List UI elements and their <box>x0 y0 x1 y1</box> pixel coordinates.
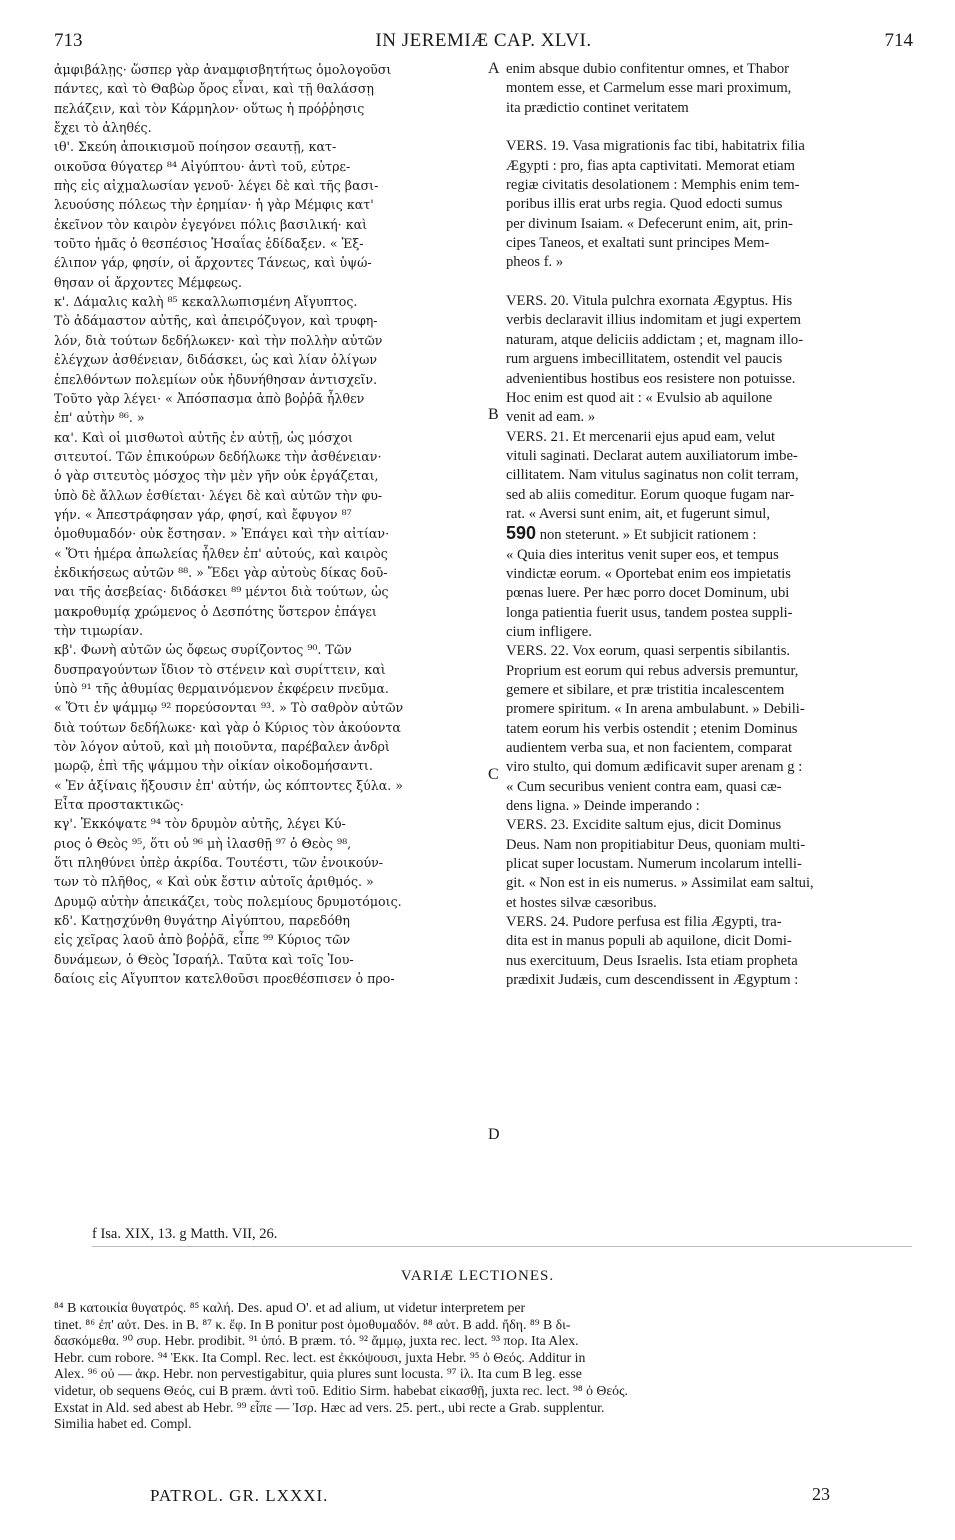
latin-line: dens ligna. » Deinde imperando : <box>506 798 700 815</box>
left-page-number: 713 <box>54 30 83 51</box>
latin-line <box>506 118 924 137</box>
greek-line: μακροθυμίᾳ χρώμενος ὁ Δεσπότης ὕστερον ἐπάγει <box>54 603 377 619</box>
greek-line: ὅτι πληθύνει ὑπὲρ ἀκρίδα. Τουτέστι, τῶν ἐνοικούν- <box>54 855 384 871</box>
latin-line: enim absque dubio confitentur omnes, et Thabor <box>506 61 790 77</box>
latin-line: viro stulto, qui domum ædificavit super arenam g : <box>506 759 803 776</box>
variant-line: videtur, ob sequens Θεός, cui B præm. ἀντὶ τοῦ. Editio Sirm. habebat εἰκασθῇ, juxta rec. lect. ⁹⁸ ὁ Θεός. <box>54 1382 628 1398</box>
latin-line: rum arguens imbecillitatem, ostendit vel paucis <box>506 351 783 368</box>
variae-lectiones <box>54 1300 916 1433</box>
variant-line: Alex. ⁹⁶ οὐ — ἀκρ. Hebr. non pervestigabitur, quia plures sunt locusta. ⁹⁷ ἱλ. Ita cum B leg. esse <box>54 1366 582 1382</box>
greek-line: Δρυμῷ αὐτὴν ἀπεικάζει, τοὺς πολεμίους δρυμοτόμοις. <box>54 893 402 909</box>
greek-line: « Ὅτι ἐν ψάμμῳ ⁹² πορεύσονται ⁹³. » Τὸ σαθρὸν αὐτῶν <box>54 700 404 716</box>
variae-lectiones-title: VARIÆ LECTIONES. <box>400 1268 555 1284</box>
greek-line: ἐπ' αὐτὴν ⁸⁶. » <box>54 410 145 426</box>
latin-line: per divinum Isaiam. « Defecerunt enim, ait, prin- <box>506 215 793 232</box>
footnotes: f Isa. XIX, 13. g Matth. VII, 26. <box>92 1226 278 1242</box>
right-page-number: 714 <box>884 30 913 51</box>
running-title: IN JEREMIÆ CAP. XLVI. <box>375 30 592 51</box>
latin-line <box>506 524 924 545</box>
greek-line: ιθ'. Σκεύη ἀποικισμοῦ ποίησον σεαυτῇ, κατ- <box>54 139 337 155</box>
latin-line: venit ad eam. » <box>506 409 596 426</box>
greek-line: μωρῷ, ἐπὶ τῆς ψάμμου τὴν οἰκίαν οἰκοδομήσαντι. <box>54 758 373 774</box>
latin-line: VERS. 19. Vasa migrationis fac tibi, habitatrix filia <box>506 138 805 155</box>
greek-line: κβ'. Φωνὴ αὐτῶν ὡς ὄφεως συρίζοντος ⁹⁰. Τῶν <box>54 642 352 658</box>
latin-line: Ægypti : pro, fias apta captivitati. Memorat etiam <box>506 157 795 174</box>
greek-line: « Ὅτι ἡμέρα ἀπωλείας ἦλθεν ἐπ' αὐτούς, καὶ καιρὸς <box>54 545 388 561</box>
greek-line: διὰ τούτων δεδήλωκε· καὶ γὰρ ὁ Κύριος τὸν ἀκούοντα <box>54 719 401 735</box>
latin-line: prædixit Judæis, cum descendissent in Ægyptum : <box>506 972 799 989</box>
latin-line: Deus. Nam non propitiabitur Deus, quoniam multi- <box>506 836 806 853</box>
greek-line: ἐλέγχων ἀσθένειαν, διδάσκει, ὡς καὶ λίαν ὀλίγων <box>54 352 378 368</box>
line-text: non steterunt. » Et subjicit rationem : <box>536 527 757 544</box>
latin-line: cium infligere. <box>506 623 592 640</box>
greek-line: λόν, διὰ τούτων δεδήλωκεν· καὶ τὴν πολλὴν αὐτῶν <box>54 332 383 348</box>
page-marker: 590 <box>506 523 537 544</box>
greek-line: κγ'. Ἐκκόψατε ⁹⁴ τὸν δρυμὸν αὐτῆς, λέγει Κύ- <box>54 816 346 832</box>
latin-line: poribus illis erat urbs regia. Quod edocti sumus <box>506 196 783 213</box>
variant-line: ⁸⁴ B κατοικία θυγατρός. ⁸⁵ καλή. Des. apud O'. et ad alium, ut videtur interpretem per <box>54 1300 526 1315</box>
latin-line: ita prædictio continet veritatem <box>506 99 689 116</box>
latin-line: montem esse, et Carmelum esse mari proximum, <box>506 80 792 97</box>
latin-line: VERS. 22. Vox eorum, quasi serpentis sibilantis. <box>506 643 791 660</box>
latin-line: Hoc enim est quod ait : « Evulsio ab aquilone <box>506 389 773 406</box>
greek-line: λευούσης πόλεως τὴν ἐρημίαν· ἡ γὰρ Μέμφις κατ' <box>54 197 374 213</box>
greek-line: κ'. Δάμαλις καλὴ ⁸⁵ κεκαλλωπισμένη Αἴγυπτος. <box>54 294 358 310</box>
margin-letter-a: A <box>488 60 500 77</box>
signature-number: 23 <box>812 1484 830 1504</box>
greek-line: σιτευτοί. Τῶν ἐπικούρων δεδήλωκε τὴν ἀσθένειαν· <box>54 448 382 464</box>
greek-line: κδ'. Κατῃσχύνθη θυγάτηρ Αἰγύπτου, παρεδόθη <box>54 913 350 929</box>
margin-letter-d: D <box>488 1126 500 1143</box>
latin-line: « Cum securibus venient contra eam, quasi cæ- <box>506 778 782 795</box>
latin-line: plicat super locustam. Numerum incolarum intelli- <box>506 856 802 873</box>
greek-line: ναι τῆς ἀσεβείας· διδάσκει ⁸⁹ μέντοι διὰ τούτων, ὡς <box>54 584 389 600</box>
latin-line <box>506 273 924 292</box>
latin-line: regiæ civitatis desolationem : Memphis enim tem- <box>506 177 800 194</box>
latin-line: et hostes silvæ cæsoribus. <box>506 894 657 911</box>
latin-line: tatem eorum his verbis ostendit ; etenim Dominus <box>506 720 798 737</box>
greek-line: ἔχει τὸ ἀληθές. <box>54 120 152 136</box>
latin-line: « Quia dies interitus venit super eos, et tempus <box>506 546 779 563</box>
greek-line: ὁμοθυμαδόν· οὐκ ἔστησαν. » Ἐπάγει καὶ τὴν αἰτίαν· <box>54 526 390 542</box>
greek-column <box>54 60 486 989</box>
latin-line: pheos f. » <box>506 254 564 271</box>
greek-line: δαίοις εἰς Αἴγυπτον κατελθοῦσι προεθέσπισεν ὁ προ- <box>54 971 395 987</box>
variant-line: δασκόμεθα. ⁹⁰ συρ. Hebr. prodibit. ⁹¹ ὑπό. B præm. τό. ⁹² ἄμμῳ, juxta rec. lect. ⁹³ πορ. Ita Alex. <box>54 1333 579 1349</box>
margin-letter-c: C <box>488 766 499 783</box>
greek-line: ἀμφιβάλῃς· ὥσπερ γὰρ ἀναμφισβητήτως ὁμολογοῦσι <box>54 62 392 77</box>
greek-line: οικοῦσα θύγατερ ⁸⁴ Αἰγύπτου· ἀντὶ τοῦ, εὐτρε- <box>54 158 351 174</box>
greek-line: Τὸ ἀδάμαστον αὐτῆς, καὶ ἀπειρόζυγον, καὶ τρυφη- <box>54 313 378 329</box>
greek-line: Εἶτα προστακτικῶς· <box>54 797 184 813</box>
latin-line: VERS. 23. Excidite saltum ejus, dicit Dominus <box>506 817 782 834</box>
latin-line: dita est in manus populi ab aquilone, dicit Domi- <box>506 933 792 950</box>
greek-line: ὑπὸ ⁹¹ τῆς ἀθυμίας θερμαινόμενον ἐκφέρειν πνεῦμα. <box>54 681 389 696</box>
greek-line: πελάζειν, καὶ τὸν Κάρμηλον· οὕτως ἡ πρόῤῥησις <box>54 100 365 116</box>
footnote-divider <box>92 1246 912 1247</box>
greek-line: δυσπραγούντων ἴδιον τὸ στένειν καὶ συρίττειν, καὶ <box>54 661 386 677</box>
latin-line: naturam, atque deliciis addictam ; et, magnam illo- <box>506 331 804 348</box>
margin-letter-b: B <box>488 406 499 423</box>
greek-line: πάντες, καὶ τὸ Θαβὼρ ὄρος εἶναι, καὶ τῇ θαλάσσῃ <box>54 81 374 97</box>
latin-line: cillitatem. Nam vitulus saginatus non colit terram, <box>506 467 799 484</box>
greek-line: Τοῦτο γὰρ λέγει· « Ἀπόσπασμα ἀπὸ βοῤῥᾶ ἦλθεν <box>54 390 365 406</box>
greek-line: των τὸ πλῆθος, « Καὶ οὐκ ἔστιν αὐτοῖς ἀριθμός. » <box>54 874 374 890</box>
greek-line: δυνάμεων, ὁ Θεὸς Ἰσραήλ. Ταῦτα καὶ τοῖς Ἰου- <box>54 951 354 967</box>
latin-line: gemere et sibilare, et præ tristitia incalescentem <box>506 682 785 698</box>
greek-line: ἐκεῖνον τὸν καιρὸν ἐγεγόνει πόλις βασιλική· καὶ <box>54 216 368 232</box>
latin-line: verbis declaravit illius indomitam et jugi expertem <box>506 312 802 329</box>
greek-line: πὴς εἰς αἰχμαλωσίαν γενοῦ· λέγει δὲ καὶ τῆς βασι- <box>54 178 379 194</box>
variant-line: Exstat in Ald. sed abest ab Hebr. ⁹⁹ εἶπε — Ἰσρ. Hæc ad vers. 25. pert., ubi recte a Grab. supplentur. <box>54 1399 605 1415</box>
latin-line: vituli saginati. Declarat autem auxiliatorum imbe- <box>506 447 798 464</box>
greek-line: « Ἐν ἀξίναις ἥξουσιν ἐπ' αὐτήν, ὡς κόπτοντες ξύλα. » <box>54 777 403 793</box>
signature-line: PATROL. GR. LXXXI. <box>150 1486 329 1505</box>
greek-line: κα'. Καὶ οἱ μισθωτοὶ αὐτῆς ἐν αὐτῇ, ὡς μόσχοι <box>54 429 353 445</box>
greek-line: ὑπὸ δὲ ἄλλων ἐσθίεται· λέγει δὲ καὶ αὐτῶν τὴν φυ- <box>54 487 383 503</box>
greek-line: ἐπελθόντων πολεμίων οὐκ ἠδυνήθησαν ἀντισχεῖν. <box>54 371 378 387</box>
latin-line: rat. « Aversi sunt enim, ait, et fugerunt simul, <box>506 505 770 522</box>
latin-line: advenientibus hostibus eos resistere non potuisse. <box>506 370 796 387</box>
variant-line: tinet. ⁸⁶ ἐπ' αὐτ. Des. in B. ⁸⁷ κ. ἔφ. In B ponitur post ὁμοθυμαδόν. ⁸⁸ αὐτ. B add. ἤδη. ⁸⁹ B δι- <box>54 1316 571 1332</box>
greek-line: γήν. « Ἀπεστράφησαν γάρ, φησί, καὶ ἔφυγον ⁸⁷ <box>54 506 352 522</box>
greek-line: θησαν οἱ ἄρχοντες Μέμφεως. <box>54 274 243 290</box>
latin-line: vindictæ eorum. « Oportebat enim eos impietatis <box>506 565 791 582</box>
greek-line: εἰς χεῖρας λαοῦ ἀπὸ βοῤῥᾶ, εἶπε ⁹⁹ Κύριος τῶν <box>54 932 351 948</box>
latin-line: nus exercituum, Deus Israelis. Ista etiam propheta <box>506 952 798 969</box>
latin-column <box>506 60 924 991</box>
running-header <box>54 30 913 56</box>
latin-line: sed ab aliis comeditur. Eorum quoque fugam nar- <box>506 486 795 503</box>
latin-line: VERS. 20. Vitula pulchra exornata Ægyptus. His <box>506 293 793 310</box>
greek-line: έλιπον γάρ, φησίν, οἱ ἄρχοντες Τάνεως, καὶ ὑψώ- <box>54 255 372 271</box>
latin-line: promere spiritum. « In arena ambulabunt. » Debili- <box>506 701 805 718</box>
greek-line: τοῦτο ἡμᾶς ὁ θεσπέσιος Ἡσαΐας ἐδίδαξεν. « Ἐξ- <box>54 236 364 252</box>
latin-line: pœnas luere. Per hæc porro docet Dominum, ubi <box>506 585 790 602</box>
greek-line: ἐκδικήσεως αὐτῶν ⁸⁸. » Ἔδει γὰρ αὐτοὺς δίκας δοῦ- <box>54 564 388 580</box>
latin-line: longa patientia fuerit usus, tandem postea suppli- <box>506 604 793 621</box>
greek-line: ὁ γὰρ σιτευτὸς μόσχος τὴν μὲν γῆν οὐκ ἐργάζεται, <box>54 468 379 484</box>
variant-line: Hebr. cum robore. ⁹⁴ Ἐκκ. Ita Compl. Rec. lect. est ἐκκόψουσι, juxta Hebr. ⁹⁵ ὁ Θεός. Additur in <box>54 1349 586 1365</box>
latin-line: audientem verba sua, et non facientem, comparat <box>506 740 793 757</box>
latin-line: git. « Non est in eis numerus. » Assimilat eam saltui, <box>506 875 814 892</box>
greek-line: τὴν τιμωρίαν. <box>54 622 144 638</box>
variant-line: Similia habet ed. Compl. <box>54 1416 192 1432</box>
latin-line: Proprium est eorum qui rebus adversis premuntur, <box>506 662 799 679</box>
latin-line: VERS. 24. Pudore perfusa est filia Ægypti, tra- <box>506 914 782 931</box>
greek-line: ριος ὁ Θεὸς ⁹⁵, ὅτι οὐ ⁹⁶ μὴ ἱλασθῇ ⁹⁷ ὁ Θεὸς ⁹⁸, <box>54 835 352 851</box>
latin-line: cipes Taneos, et exaltati sunt principes Mem- <box>506 235 770 252</box>
latin-line: VERS. 21. Et mercenarii ejus apud eam, velut <box>506 428 776 445</box>
greek-line: τὸν λόγον αὐτοῦ, καὶ μὴ ποιοῦντα, παρέβαλεν ἀνδρὶ <box>54 739 390 755</box>
